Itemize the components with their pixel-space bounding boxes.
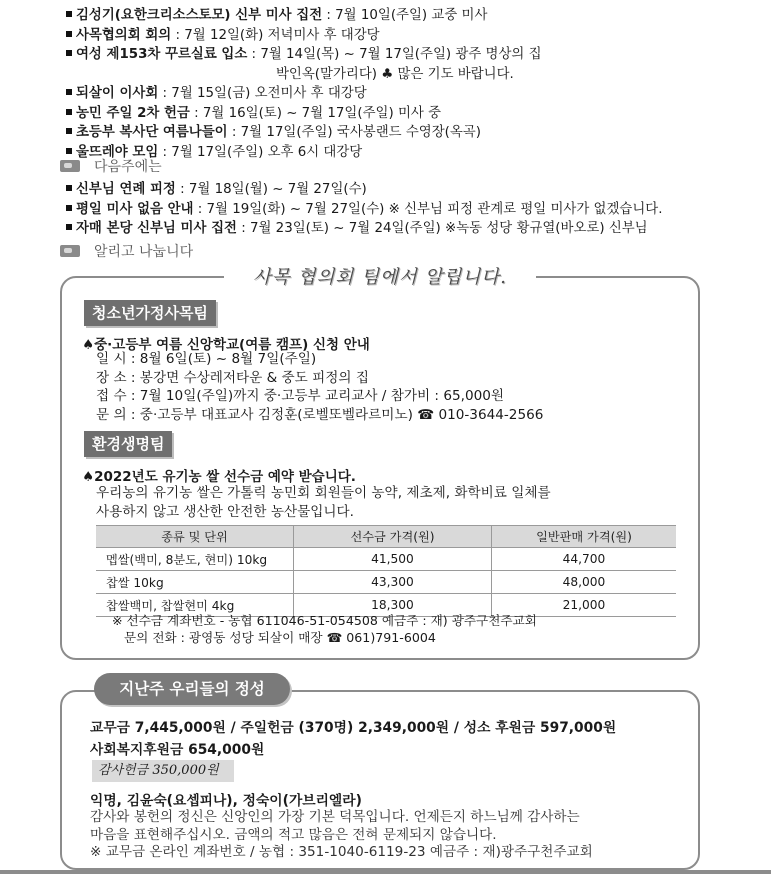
next-week-label: 다음주에는 [94, 159, 162, 175]
speech-bubble-icon [60, 245, 80, 257]
list-item: 울뜨레야 모임 : 7월 17일(주일) 오후 6시 대강당 [64, 143, 542, 163]
square-bullet-icon [66, 148, 72, 154]
camp-contact: 문 의 : 중·고등부 대표교사 김정훈(로벨또벨라르미노) ☎ 010-3644-2566 [96, 406, 544, 423]
camp-registration: 접 수 : 7월 10일(주일)까지 중·고등부 교리교사 / 참가비 : 65,000원 [96, 388, 505, 404]
table-row: 멥쌀(백미, 8분도, 현미) 10kg 41,500 44,700 [96, 548, 676, 571]
offerings-title: 지난주 우리들의 정성 [94, 673, 290, 705]
square-bullet-icon [66, 31, 72, 37]
council-banner: 사목 협의회 팀에서 알립니다. [224, 263, 536, 293]
list-item: 되살이 이사회 : 7월 15일(금) 오전미사 후 대강당 [64, 84, 542, 104]
list-item: 신부님 연례 피정 : 7월 18일(월) ~ 7월 27일(수) [64, 180, 662, 200]
rice-headline: ♠2022년도 유기농 쌀 선수금 예약 받습니다. [82, 469, 356, 485]
list-item: 자매 본당 신부님 미사 집전 : 7월 23일(토) ~ 7월 24일(주일) ※녹동 성당 황규열(바오로) 신부님 [64, 219, 662, 239]
rice-price-table [96, 525, 676, 617]
next-week-list [64, 180, 662, 239]
offerings-totals: 교무금 7,445,000원 / 주일헌금 (370명) 2,349,000원 / 성소 후원금 597,000원 [90, 720, 617, 736]
gratitude-offering: 감사헌금 350,000원 [92, 760, 234, 782]
camp-date: 일 시 : 8월 6일(토) ~ 8월 7일(주일) [96, 351, 317, 367]
youth-team-tag: 청소년가정사목팀 [84, 300, 216, 326]
square-bullet-icon [66, 205, 72, 211]
speech-bubble-icon [60, 160, 80, 172]
list-item-continuation: 박인옥(말가리다) ♣ 많은 기도 바랍니다. [276, 66, 514, 82]
list-item: 농민 주일 2차 헌금 : 7월 16일(토) ~ 7월 17일(주일) 미사 중 [64, 104, 542, 124]
schedule-list [64, 6, 542, 162]
list-item: 초등부 복사단 여름나들이 : 7월 17일(주일) 국사봉랜드 수영장(옥곡) [64, 123, 542, 143]
donor-names: 익명, 김윤숙(요셉피나), 정숙이(가브리엘라) [90, 793, 362, 809]
env-team-tag: 환경생명팀 [84, 431, 172, 457]
camp-details [96, 350, 543, 424]
page-bottom-rule [0, 870, 771, 874]
notices-header [60, 242, 193, 260]
square-bullet-icon [66, 50, 72, 56]
next-week-header [60, 157, 162, 175]
square-bullet-icon [66, 109, 72, 115]
list-item: 여성 제153차 꾸르실료 입소 : 7월 14일(목) ~ 7월 17일(주일) 광주 명상의 집 [64, 45, 542, 65]
square-bullet-icon [66, 224, 72, 230]
rice-description: 우리농의 유기농 쌀은 가톨릭 농민회 회원들이 농약, 제초제, 화학비료 일체를 사용하지 않고 생산한 안전한 농산물입니다. [96, 485, 551, 520]
list-item: 김성기(요한크리소스토모) 신부 미사 집전 : 7월 10일(주일) 교중 미사 [64, 6, 542, 26]
notices-label: 알리고 나눕니다 [94, 244, 194, 260]
list-item: 평일 미사 없음 안내 : 7월 19일(화) ~ 7월 27일(수) ※ 신부님 피정 관계로 평일 미사가 없겠습니다. [64, 200, 662, 220]
table-row: 찹쌀 10kg 43,300 48,000 [96, 571, 676, 594]
square-bullet-icon [66, 11, 72, 17]
rice-account-note: ※ 선수금 계좌번호 - 농협 611046-51-054508 예금주 : 재) 광주구천주교회 문의 전화 : 광영동 성당 되살이 매장 ☎ 061)791-6004 [112, 613, 537, 645]
list-item: 사목협의회 회의 : 7월 12일(화) 저녁미사 후 대강당 [64, 26, 542, 46]
square-bullet-icon [66, 128, 72, 134]
offerings-message: 감사와 봉헌의 정신은 신앙인의 가장 기본 덕목입니다. 언제든지 하느님께 감사하는 마음을 표현해주십시오. 금액의 적고 많음은 전혀 문제되지 않습니다. ※ 교무금 온라인 계좌번호 / 농협 : 351-1040-6119-23 예금주 : 재)광주구천주교회 [90, 809, 593, 860]
camp-place: 장 소 : 봉강면 수상레저타운 & 중도 피정의 집 [96, 369, 369, 386]
table-row: 찹쌀백미, 찹쌀현미 4kg 18,300 21,000 [96, 594, 676, 617]
camp-headline: ♠중·고등부 여름 신앙학교(여름 캠프) 신청 안내 [82, 337, 370, 353]
table-header-row: 종류 및 단위 선수금 가격(원) 일반판매 가격(원) [96, 526, 676, 548]
square-bullet-icon [66, 185, 72, 191]
welfare-donation: 사회복지후원금 654,000원 [90, 742, 265, 758]
square-bullet-icon [66, 89, 72, 95]
